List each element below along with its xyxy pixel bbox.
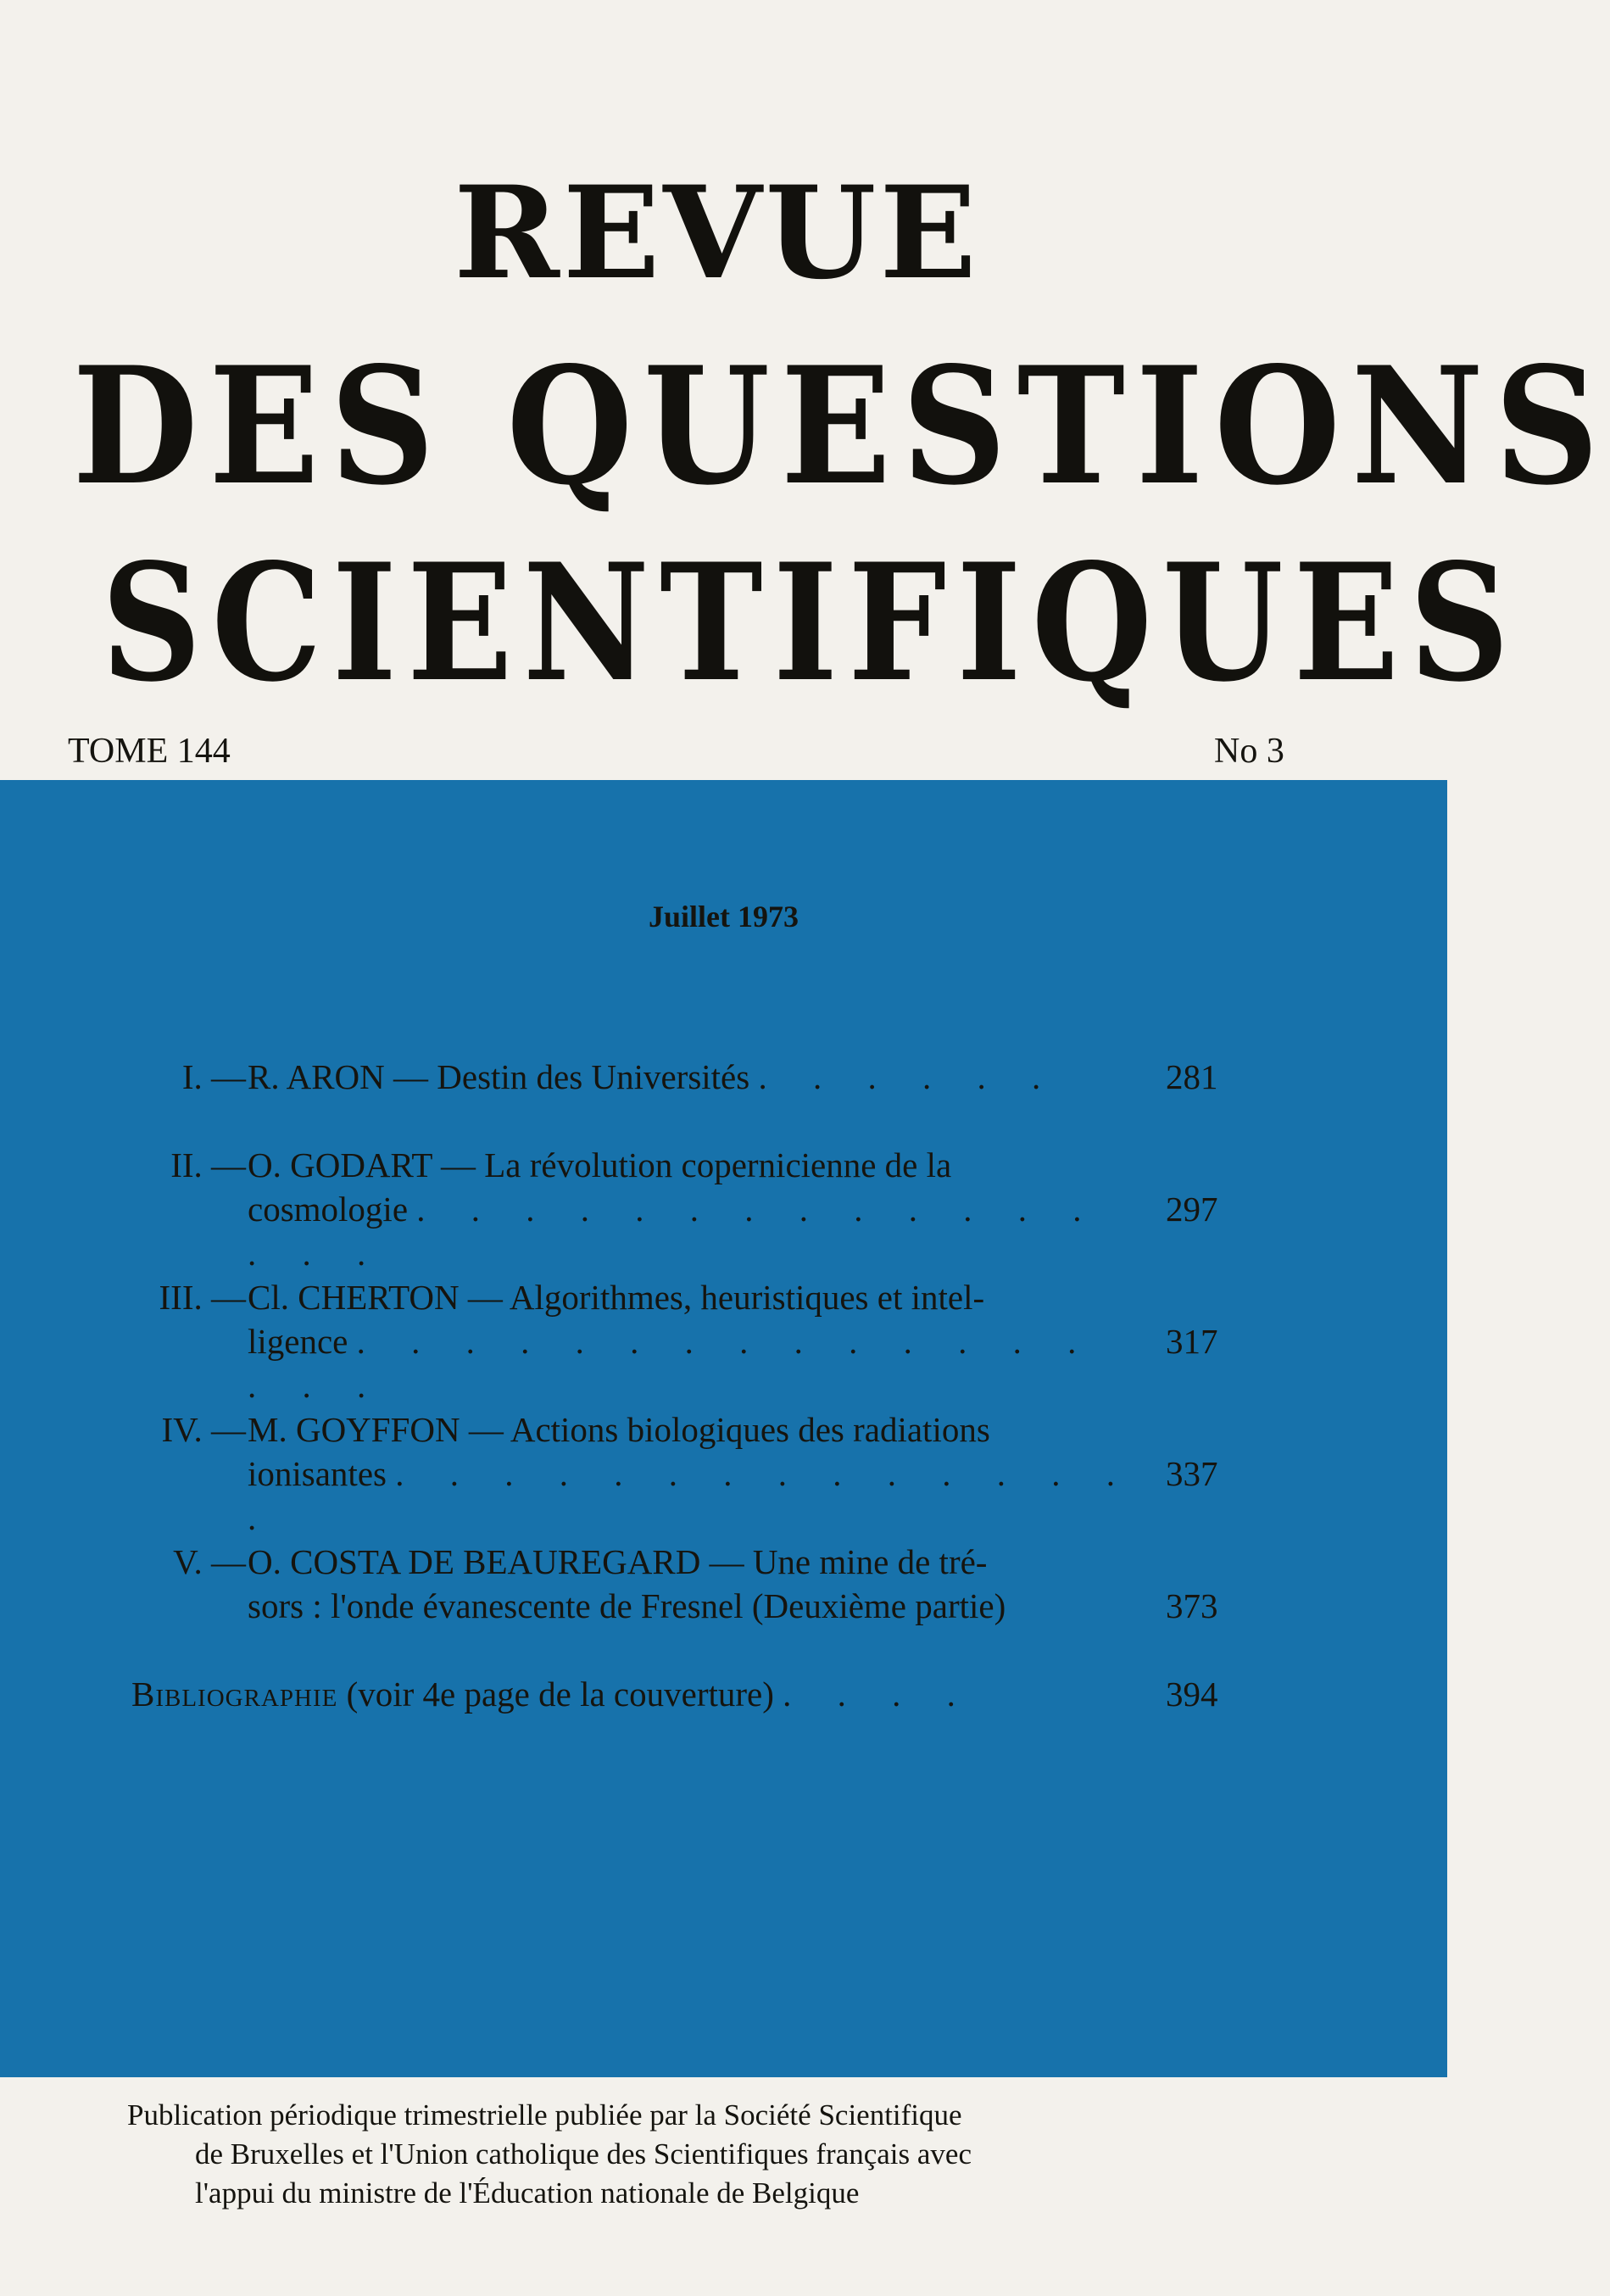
title-line-scientifiques: SCIENTIFIQUES — [101, 528, 1520, 717]
toc-title: — Actions biologiques des radiations — [468, 1410, 990, 1449]
toc-page: 317 — [1166, 1322, 1218, 1361]
toc-title-line2: cosmologie . . . . . . . . . . . . . . . . — [248, 1190, 1100, 1273]
toc-title: — Destin des Universités — [393, 1057, 750, 1096]
cover-title-block — [0, 0, 1610, 780]
toc-title: — Une mine de tré- — [709, 1542, 988, 1581]
title-line-revue: REVUE — [454, 159, 980, 308]
toc-bibliographie: Bibliographie (voir 4e page de la couverture) . . . . — [131, 1675, 974, 1714]
toc-roman: V. — — [173, 1542, 246, 1581]
publication-line: de Bruxelles et l'Union catholique des Scientifiques français avec — [195, 2137, 972, 2171]
publication-note — [127, 2096, 1229, 2213]
toc-page: 337 — [1166, 1454, 1218, 1493]
toc-title-line — [248, 1055, 1134, 1099]
toc-roman: IV. — — [161, 1410, 246, 1449]
toc-title-line2: ligence . . . . . . . . . . . . . . . . . — [248, 1322, 1095, 1405]
toc-roman: III. — — [159, 1278, 246, 1317]
issue-date: Juillet 1973 — [649, 900, 799, 933]
bibliographie-label: Bibliographie — [131, 1675, 338, 1714]
toc-title-line2: sors : l'onde évanescente de Fresnel (Deuxième partie) — [248, 1586, 1006, 1625]
issue-number: No 3 — [1214, 732, 1284, 771]
title-line-questions: DES QUESTIONS — [72, 332, 1610, 521]
toc-title: — La révolution copernicienne de la — [440, 1145, 952, 1184]
toc-author: R. ARON — [248, 1057, 385, 1096]
toc-title-line — [248, 1540, 1134, 1584]
toc-page: 394 — [1166, 1675, 1218, 1714]
tome-label: TOME 144 — [68, 732, 231, 771]
toc-author: M. GOYFFON — [248, 1410, 460, 1449]
publication-line: l'appui du ministre de l'Éducation nationale de Belgique — [195, 2176, 860, 2210]
publication-line: Publication périodique trimestrielle publiée par la Société Scientifique — [127, 2098, 962, 2132]
bibliographie-text: (voir 4e page de la couverture) — [346, 1675, 774, 1714]
toc-author: O. GODART — [248, 1145, 432, 1184]
toc-roman: II. — — [170, 1145, 246, 1184]
toc-title-line — [248, 1407, 1134, 1452]
toc-author: O. COSTA DE BEAUREGARD — [248, 1542, 701, 1581]
toc-title-line2: ionisantes . . . . . . . . . . . . . . . — [248, 1454, 1134, 1537]
toc-page: 281 — [1166, 1057, 1218, 1096]
toc-page: 373 — [1166, 1586, 1218, 1625]
toc-roman: I. — — [181, 1057, 246, 1096]
toc-dots: . . . . . . — [758, 1057, 1060, 1096]
toc-title-line — [248, 1275, 1134, 1319]
toc-title-line — [248, 1143, 1134, 1187]
toc-title: — Algorithmes, heuristiques et intel- — [467, 1278, 985, 1317]
toc-author: Cl. CHERTON — [248, 1278, 460, 1317]
toc-page: 297 — [1166, 1190, 1218, 1229]
